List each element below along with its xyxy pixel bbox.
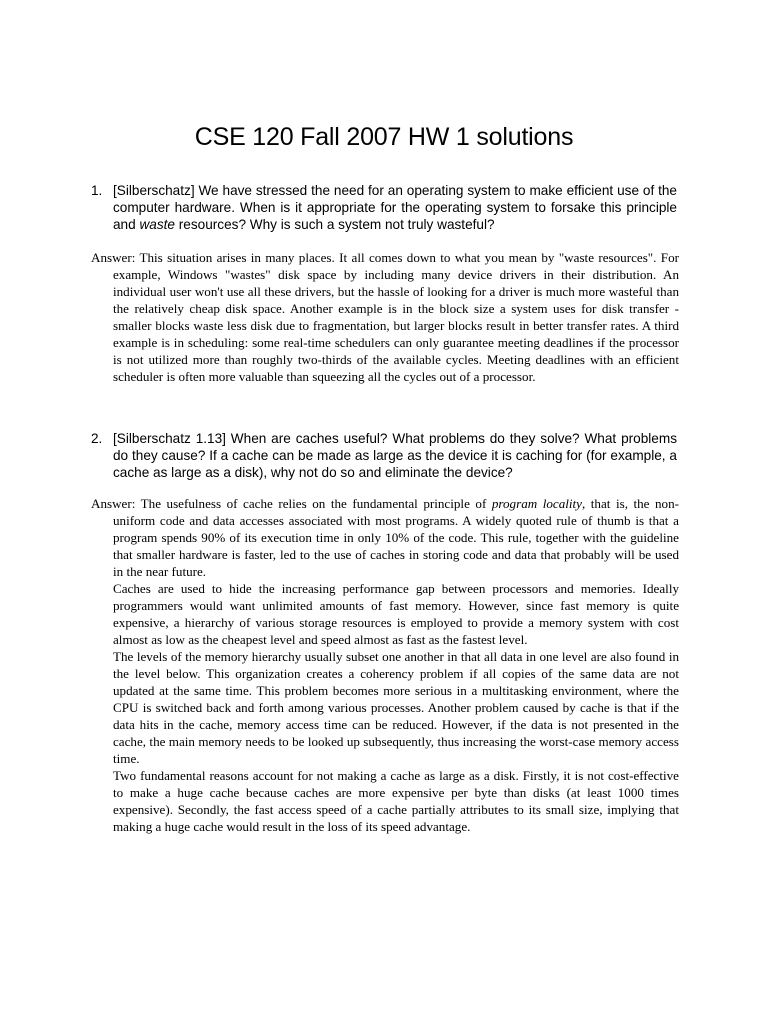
answer-2-paragraph-1-part-b: , that is, the non-uniform code and data accesses associated with most programs. A widely quoted rule of thumb is that a program spends 90% of its execution time in only 10% of the code. This rule, together with the guideline that smaller hardware is faster, led to the use of caches in storing code and data that probably will be used in the near future. <box>113 496 680 579</box>
question-2-text: [Silberschatz 1.13] When are caches useful? What problems do they solve? What problems do they cause? If a cache can be made as large as the device it is caching for (for example, a cache as large as a disk), why not do so and eliminate the device? <box>113 431 677 480</box>
answer-2-emphasis: program locality <box>491 496 582 511</box>
question-1-number: 1. <box>91 183 103 198</box>
answer-2-paragraph-2: Caches are used to hide the increasing performance gap between processors and memories. Ideally programmers would want unlimited amounts of fast memory. However, since fast memory is quite expensive, a hierarchy of various storage resources is employed to provide a memory system with cost almost as low as the cheapest level and speed almost as fast as the fastest level. <box>113 581 679 647</box>
question-1-emphasis: waste <box>139 217 175 232</box>
answer-2-paragraph-3: The levels of the memory hierarchy usually subset one another in that all data in one level are also found in the level below. This organization creates a coherency problem if all copies of the same data are not updated at the same time. This problem becomes more serious in a multitasking environment, where the CPU is switched back and forth among various processes. Another problem caused by cache is that if the data hits in the cache, memory access time can be reduced. However, if the data is not presented in the cache, the main memory needs to be looked up subsequently, thus increasing the worst-case memory access time. <box>113 649 679 766</box>
answer-2-paragraph-1-part-a: Answer: The usefulness of cache relies on the fundamental principle of <box>91 496 492 511</box>
question-1 <box>91 182 677 233</box>
question-1-text-part-a: [Silberschatz] We have stressed the need for an operating system to make efficient use of the computer hardware. When is it appropriate for the operating system to forsake this principle and <box>113 183 677 232</box>
answer-1-paragraph: Answer: This situation arises in many places. It all comes down to what you mean by "waste resources". For example, Windows "wastes" disk space by including many device drivers in their distribution. An individual user won't use all these drivers, but the hassle of looking for a driver is much more wasteful than the relatively cheap disk space. Another example is in the block size a system uses for disk transfer - smaller blocks waste less disk due to fragmentation, but larger blocks result in better transfer rates. A third example is in scheduling: some real-time schedulers can only guarantee meeting deadlines if the processor is not utilized more than roughly two-thirds of the available cycles. Meeting deadlines with an efficient scheduler is often more valuable than squeezing all the cycles out of a processor. <box>91 250 679 384</box>
answer-1 <box>91 249 679 385</box>
question-2-number: 2. <box>91 431 103 446</box>
answer-2-paragraph-1 <box>91 495 679 580</box>
question-2 <box>91 430 677 481</box>
answer-2-paragraph-4: Two fundamental reasons account for not making a cache as large as a disk. Firstly, it is not cost-effective to make a huge cache because caches are more expensive per byte than disks (at least 1000 times expensive). Secondly, the fast access speed of a cache partially attributes to its small size, implying that making a huge cache would result in the loss of its speed advantage. <box>113 768 679 834</box>
page-title: CSE 120 Fall 2007 HW 1 solutions <box>194 123 574 151</box>
question-1-text-part-b: resources? Why is such a system not truly wasteful? <box>174 217 495 232</box>
answer-2 <box>91 495 679 835</box>
question-1-text <box>113 182 677 233</box>
